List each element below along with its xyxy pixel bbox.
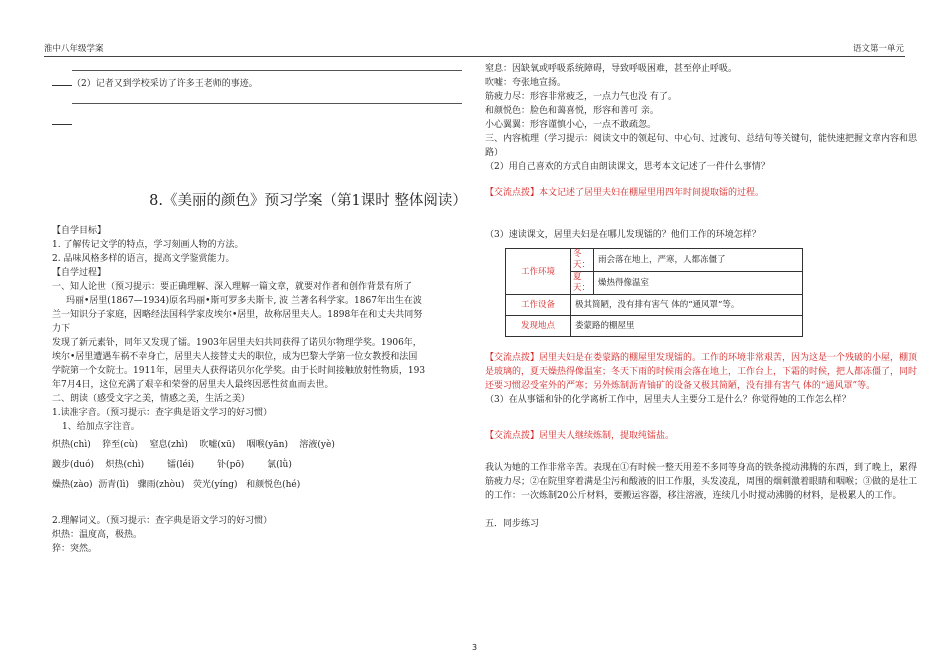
question-2	[52, 75, 472, 91]
intro-line: 年7月4日，这位充满了艰辛和荣誉的居里夫人最终因恶性贫血而去世。	[52, 380, 334, 390]
intro-line: 埃尔•居里遭遇车祸不幸身亡，居里夫人接替丈夫的职位，成为巴黎大学第一位女教授和法国	[52, 352, 418, 362]
reading-heading: 二、朗读（感受文字之美，情感之美，生活之美）	[52, 394, 251, 404]
table-row	[506, 316, 803, 337]
process-heading: 【自学过程】	[52, 268, 107, 278]
vocab-item: 炽热：温度高，极热。	[52, 530, 143, 540]
vocab-item: 吹嘘：夸张地宣扬。	[485, 78, 567, 88]
lesson-title: 8.《美丽的颜色》预习学案（第1课时 整体阅读）	[149, 193, 467, 209]
answer-note-3: 【交流点拨】居里夫人继续炼制，提取纯镭盐。	[485, 431, 675, 441]
pinyin-row: 踱步(duó) 炽热(chì) 镭(léi) 钋(pō) 氯(lǜ)	[52, 460, 292, 470]
environment-table	[505, 248, 803, 337]
content-heading: 三、内容梳理（学习提示：阅读文中的领起句、中心句、过渡句、总结句等关键句，能快速把握文章内容和思路）	[485, 134, 918, 158]
intro-line: 发现了新元素钋，同年又发现了镭。1903年居里夫妇共同获得了诺贝尔物理学奖。1906年，	[52, 338, 422, 348]
answer-blank[interactable]	[52, 75, 72, 86]
table-row	[506, 295, 803, 316]
table-label-place: 发现地点	[506, 316, 571, 337]
table-row	[506, 249, 803, 272]
vocab-item: 小心翼翼：形容谨慎小心，一点不敢疏忽。	[485, 120, 657, 130]
section-five-heading: 五．同步练习	[485, 519, 540, 529]
goals-heading: 【自学目标】	[52, 226, 107, 236]
answer-blank-row	[52, 114, 472, 130]
left-column	[52, 62, 472, 556]
reading-task-1: 1.读准字音。（预习提示：查字典是语文学习的好习惯）	[52, 408, 273, 418]
vocab-item: 和颜悦色：脸色和蔼喜悦，形容和善可 亲。	[485, 106, 659, 116]
header-divider	[44, 56, 905, 57]
header-left: 淮中八年级学案	[44, 44, 104, 54]
goal-2: 2. 品味风格多样的语言，提高文学鉴赏能力。	[52, 254, 235, 264]
intro-line: 学院第一个女院士。1911年，居里夫人获得诺贝尔化学奖。由于长时间接触放射性物质，193	[52, 366, 426, 376]
table-value-place: 娄蒙路的棚屋里	[571, 316, 803, 337]
intro-line: 力下	[52, 324, 71, 334]
reading-subtask: 1、给加点字注音。	[62, 422, 140, 432]
pinyin-row: 燥热(zào) 沥青(lì) 骤雨(zhòu) 荧光(yíng) 和颜悦色(hé)	[52, 480, 301, 490]
vocab-heading: 2.理解词义。（预习提示：查字典是语文学习的好习惯）	[52, 516, 273, 526]
question-2-read: （2）用自己喜欢的方式自由朗读课文，思考本文记述了一件什么事情？	[485, 162, 770, 172]
vocab-item: 猝：突然。	[52, 544, 98, 554]
question-4: （3）在从事镭和钋的化学离析工作中，居里夫人主要分工是什么？你觉得她的工作怎么样？	[485, 395, 851, 405]
vocab-item: 窒息：因缺氧或呼吸系统障碍，导致呼吸困难，甚至停止呼吸。	[485, 64, 738, 74]
page-number: 3	[472, 643, 478, 652]
vocab-item: 筋疲力尽：形容非常疲乏，一点力气也没 有了。	[485, 92, 677, 102]
pinyin-row: 炽热(chì) 猝至(cù) 窒息(zhì) 吹嘘(xū) 咽喉(yān) 溶液(yè)	[52, 440, 335, 450]
right-column	[485, 62, 917, 531]
intro-line: 一、知人论世（预习提示：要正确理解、深入理解一篇文章，就要对作者和创作背景有所了	[52, 282, 413, 292]
table-value-equip: 极其简陋，没有排有害气 体的“通风罩”等。	[571, 295, 803, 316]
answer-note-2: 【交流点拨】居里夫妇是在娄蒙路的棚屋里发现镭的。工作的环境非常艰苦，因为这是一个残破的小屋，棚顶是玻璃的，夏天燥热得像温室；冬天下雨的时候雨会落在地上，工作台上，下霜的时候，把人都冻僵了，同时还要习惯忍受室外的严寒；另外炼制沥青铀矿的设备又极其简陋，没有排有害气 体的“通风罩”等。	[485, 353, 918, 391]
header-right: 语文第一单元	[852, 44, 904, 54]
goal-1: 1. 了解传记文学的特点，学习刻画人物的方法。	[52, 240, 244, 250]
table-label-winter: 冬天：	[571, 249, 594, 272]
table-value-summer: 燥热得像温室	[594, 272, 803, 295]
question-3: （3）速读课文，居里夫妇是在哪儿发现镭的？他们工作的环境怎样？	[485, 230, 761, 240]
intro-line: 玛丽•居里(1867—1934)原名玛丽•斯可罗多夫斯卡, 波 兰著名科学家。1867年出生在波	[66, 296, 422, 306]
table-label-summer: 夏天：	[571, 272, 594, 295]
answer-line	[72, 70, 462, 71]
intro-line: 兰一知识分子家庭，因略经法国科学家皮埃尔•居里，故称居里夫人。1898年在和丈夫共同努	[52, 310, 423, 320]
table-label-equip: 工作设备	[506, 295, 571, 316]
question-2-text: （2）记者又到学校采访了许多王老师的事迹。	[72, 79, 258, 89]
table-value-winter: 雨会落在地上，严寒，人都冻僵了	[594, 249, 803, 272]
answer-note-1: 【交流点拨】本文记述了居里夫妇在棚屋里用四年时间提取镭的过程。	[485, 188, 765, 198]
table-label-env: 工作环境	[506, 249, 571, 295]
answer-blank[interactable]	[52, 114, 72, 125]
answer-line	[72, 103, 462, 104]
answer-paragraph: 我认为她的工作非常辛苦。表现在①有时候一整天用差不多同等身高的铁条搅动沸腾的东西，到了晚上，累得筋疲力尽；②在院里穿着满是尘污和酸液的旧工作服，头发凌乱，周围的烟刺激着眼睛和咽喉；③做的是壮工的工作：一次炼制20公斤材料，要搬运容器，移注溶液，连续几小时搅动沸腾的材料，是极累人的工作。	[485, 463, 918, 501]
